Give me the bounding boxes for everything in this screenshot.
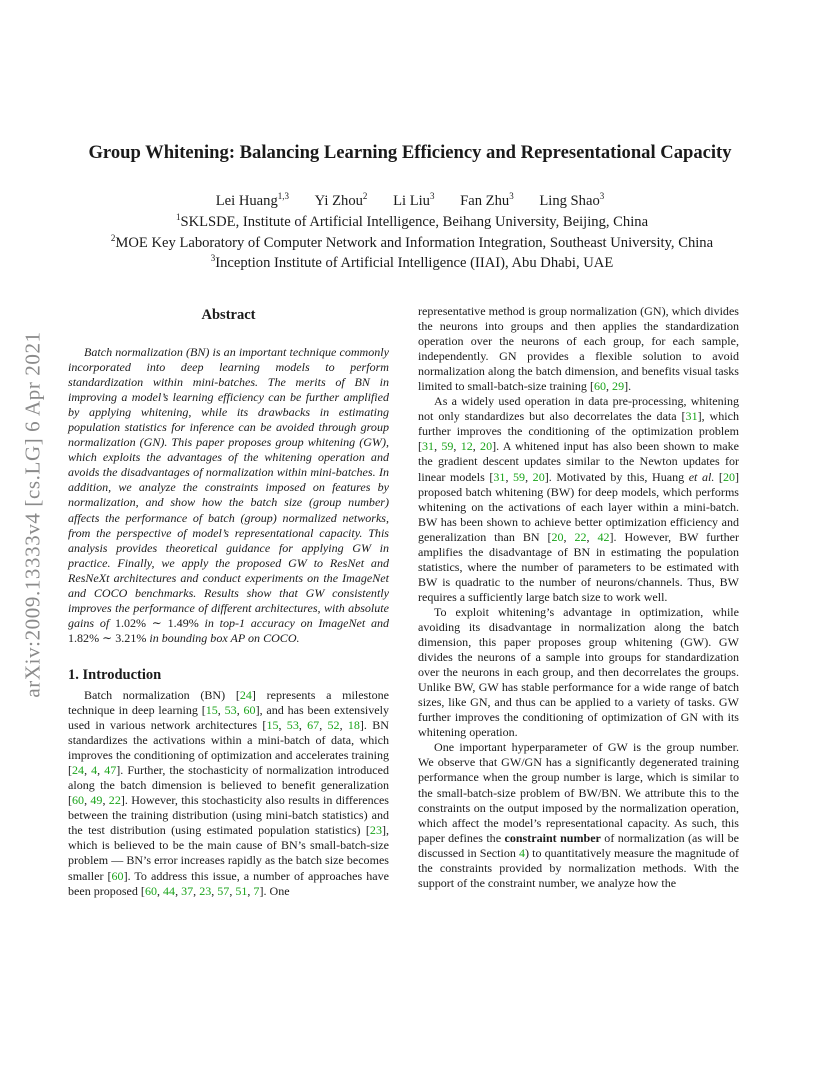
arxiv-identifier-text: arXiv:2009.13333v4 [cs.LG] 6 Apr 2021	[20, 330, 45, 698]
citation-link[interactable]: 4	[519, 845, 526, 860]
citation-link[interactable]: 42	[597, 529, 610, 544]
author-3: Li Liu$^3$	[393, 191, 435, 209]
left-column	[68, 306, 389, 899]
citation-link[interactable]: 15	[205, 702, 218, 717]
citation-link[interactable]: 31	[493, 469, 506, 484]
citation-link[interactable]: 59	[441, 439, 454, 454]
citation-link[interactable]: 22	[108, 793, 121, 808]
author-1: Lei Huang$^{1,3}$	[215, 191, 290, 209]
section-heading-introduction: 1. Introduction	[68, 666, 162, 683]
affiliation-2: $^2$MOE Key Laboratory of Computer Network and Information Integration, Southeast University, China	[110, 232, 714, 251]
citation-link[interactable]: 20	[480, 439, 493, 454]
citation-link[interactable]: 31	[422, 439, 435, 454]
author-list	[40, 191, 780, 211]
citation-link[interactable]: 52	[327, 718, 340, 733]
intro-paragraph-2: As a widely used operation in data pre-processing, whitening not only standardizes but also decorrelates the data [31], which further improves the conditioning of the optimization problem [31, 59, 12, 20]. A whitened input has also been shown to make the gradient descent updates similar to the Newton updates for linear models [31, 59, 20]. Motivated by this, Huang et al. [20] proposed batch whitening (BW) for deep models, which performs whitening on the activations of each layer within a mini-batch. BW has been shown to achieve better optimization efficiency and generalization than BN [20, 22, 42]. However, BW further amplifies the disadvantage of BN in estimating the population statistics, where the number of parameters to be estimated with BW is quadratic to the number of neurons/channels. Thus, BW requires a sufficiently large batch size to work well.	[418, 394, 740, 604]
bold-term: constraint number	[504, 830, 601, 845]
citation-link[interactable]: 23	[369, 823, 382, 838]
citation-link[interactable]: 60	[111, 868, 124, 883]
citation-link[interactable]: 59	[513, 469, 526, 484]
citation-link[interactable]: 51	[235, 883, 248, 898]
intro-paragraph-1-continued: representative method is group normalization (GN), which divides the neurons into groups and then applies the standardization operation over the neurons of each group, for each sample, independently. GN provides a flexible solution to avoid normalization along the batch dimension, and benefits visual tasks limited to small-batch-size training [60, 29].	[418, 304, 739, 394]
arxiv-identifier	[20, 294, 46, 734]
citation-link[interactable]: 60	[72, 793, 85, 808]
affiliation-3: $^3$Inception Institute of Artificial Intelligence (IIAI), Abu Dhabi, UAE	[210, 253, 614, 271]
paper-title: Group Whitening: Balancing Learning Efficiency and Representational Capacity	[88, 142, 732, 163]
citation-link[interactable]: 20	[551, 529, 564, 544]
citation-link[interactable]: 49	[90, 793, 103, 808]
abstract-text: Batch normalization (BN) is an important technique commonly incorporated into deep learning models to perform standardization within mini-batches. The merits of BN in improving a model’s learning efficiency can be further amplified by applying whitening, while its drawbacks in estimating population statistics for inference can be avoided through group normalization (GN). This paper proposes group whitening (GW), which exploits the advantages of the whitening operation and avoids the disadvantages of normalization within mini-batches. In addition, we analyze the constraints imposed on features by normalization, and show how the batch size (group number) affects the performance of batch (group) normalized networks, from the perspective of model’s representational capacity. This analysis provides theoretical guidance for applying GW in practice. Finally, we apply the proposed GW to ResNet and ResNeXt architectures and conduct experiments on the ImageNet and COCO benchmarks. Results show that GW consistently improves the performance of different architectures, with absolute gains of 1.02% ∼ 1.49% in top-1 accuracy on ImageNet and 1.82% ∼ 3.21% in bounding box AP on COCO.	[68, 345, 390, 645]
right-column	[418, 304, 739, 891]
citation-link[interactable]: 60	[144, 883, 157, 898]
citation-link[interactable]: 15	[266, 718, 279, 733]
citation-link[interactable]: 12	[460, 439, 473, 454]
citation-link[interactable]: 60	[243, 702, 256, 717]
citation-link[interactable]: 18	[347, 718, 360, 733]
author-5: Ling Shao$^3$	[539, 191, 605, 209]
citation-link[interactable]: 57	[217, 883, 230, 898]
abstract-heading: Abstract	[201, 307, 256, 323]
citation-link[interactable]: 47	[104, 763, 117, 778]
citation-link[interactable]: 53	[286, 718, 299, 733]
citation-link[interactable]: 24	[72, 763, 85, 778]
citation-link[interactable]: 31	[685, 409, 698, 424]
citation-link[interactable]: 37	[181, 883, 194, 898]
citation-link[interactable]: 20	[532, 469, 545, 484]
citation-link[interactable]: 29	[612, 379, 625, 394]
citation-link[interactable]: 4	[91, 763, 98, 778]
author-4: Fan Zhu$^3$	[460, 191, 514, 209]
citation-link[interactable]: 7	[253, 883, 260, 898]
intro-paragraph-3: To exploit whitening’s advantage in optimization, while avoiding its disadvantage in normalization along the batch dimension, this paper proposes group whitening (GW). GW divides the neurons of a sample into groups for standardization over the neurons in each group, and then decorrelates the groups. Unlike BW, GW has stable performance for a wide range of batch sizes, like GN, and thus can be applied to a variety of tasks. GW further improves the conditioning of optimization of GN with its whitening operation.	[418, 604, 739, 740]
citation-link[interactable]: 60	[593, 379, 607, 394]
affiliation-1: $^1$SKLSDE, Institute of Artificial Intelligence, Beihang University, Beijing, China	[175, 212, 649, 230]
citation-link[interactable]: 24	[239, 687, 252, 702]
citation-link[interactable]: 44	[163, 883, 176, 898]
intro-paragraph-4: One important hyperparameter of GW is the group number. We observe that GW/GN has a significantly degenerated training performance when the group number is large, which is similar to the small-batch-size problem of BW/BN. We attribute this to the constraints on the output imposed by the normalization operation, which affect the model’s representational capacity. As such, this paper defines the constraint number of normalization (as will be discussed in Section 4) to quantitatively measure the magnitude of the constraints provided by normalization methods. With the support of the constraint number, we analyze how the	[418, 740, 740, 890]
citation-link[interactable]: 67	[307, 718, 320, 733]
citation-link[interactable]: 20	[722, 469, 735, 484]
italic-text: et al.	[688, 469, 715, 484]
affiliation-list	[40, 212, 784, 274]
citation-link[interactable]: 22	[574, 529, 587, 544]
citation-link[interactable]: 23	[199, 883, 212, 898]
intro-paragraph-1: Batch normalization (BN) [24] represents a milestone technique in deep learning [15, 53, 60], and has been extensively used in various network architectures [15, 53, 67, 52, 18]. BN standardizes the activations within a mini-batch of data, which improves the conditioning of optimization and accelerates training [24, 4, 47]. Further, the stochasticity of normalization introduced along the batch dimension is believed to benefit generalization [60, 49, 22]. However, this stochasticity also results in differences between the training distribution (using mini-batch statistics) and the test distribution (using estimated population statistics) [23], which is believed to be the main cause of BN’s small-batch-size problem — BN’s error increases rapidly as the batch size becomes smaller [60]. To address this issue, a number of approaches have been proposed [60, 44, 37, 23, 57, 51, 7]. One	[68, 687, 389, 898]
author-2: Yi Zhou$^2$	[314, 191, 368, 209]
citation-link[interactable]: 53	[224, 702, 237, 717]
